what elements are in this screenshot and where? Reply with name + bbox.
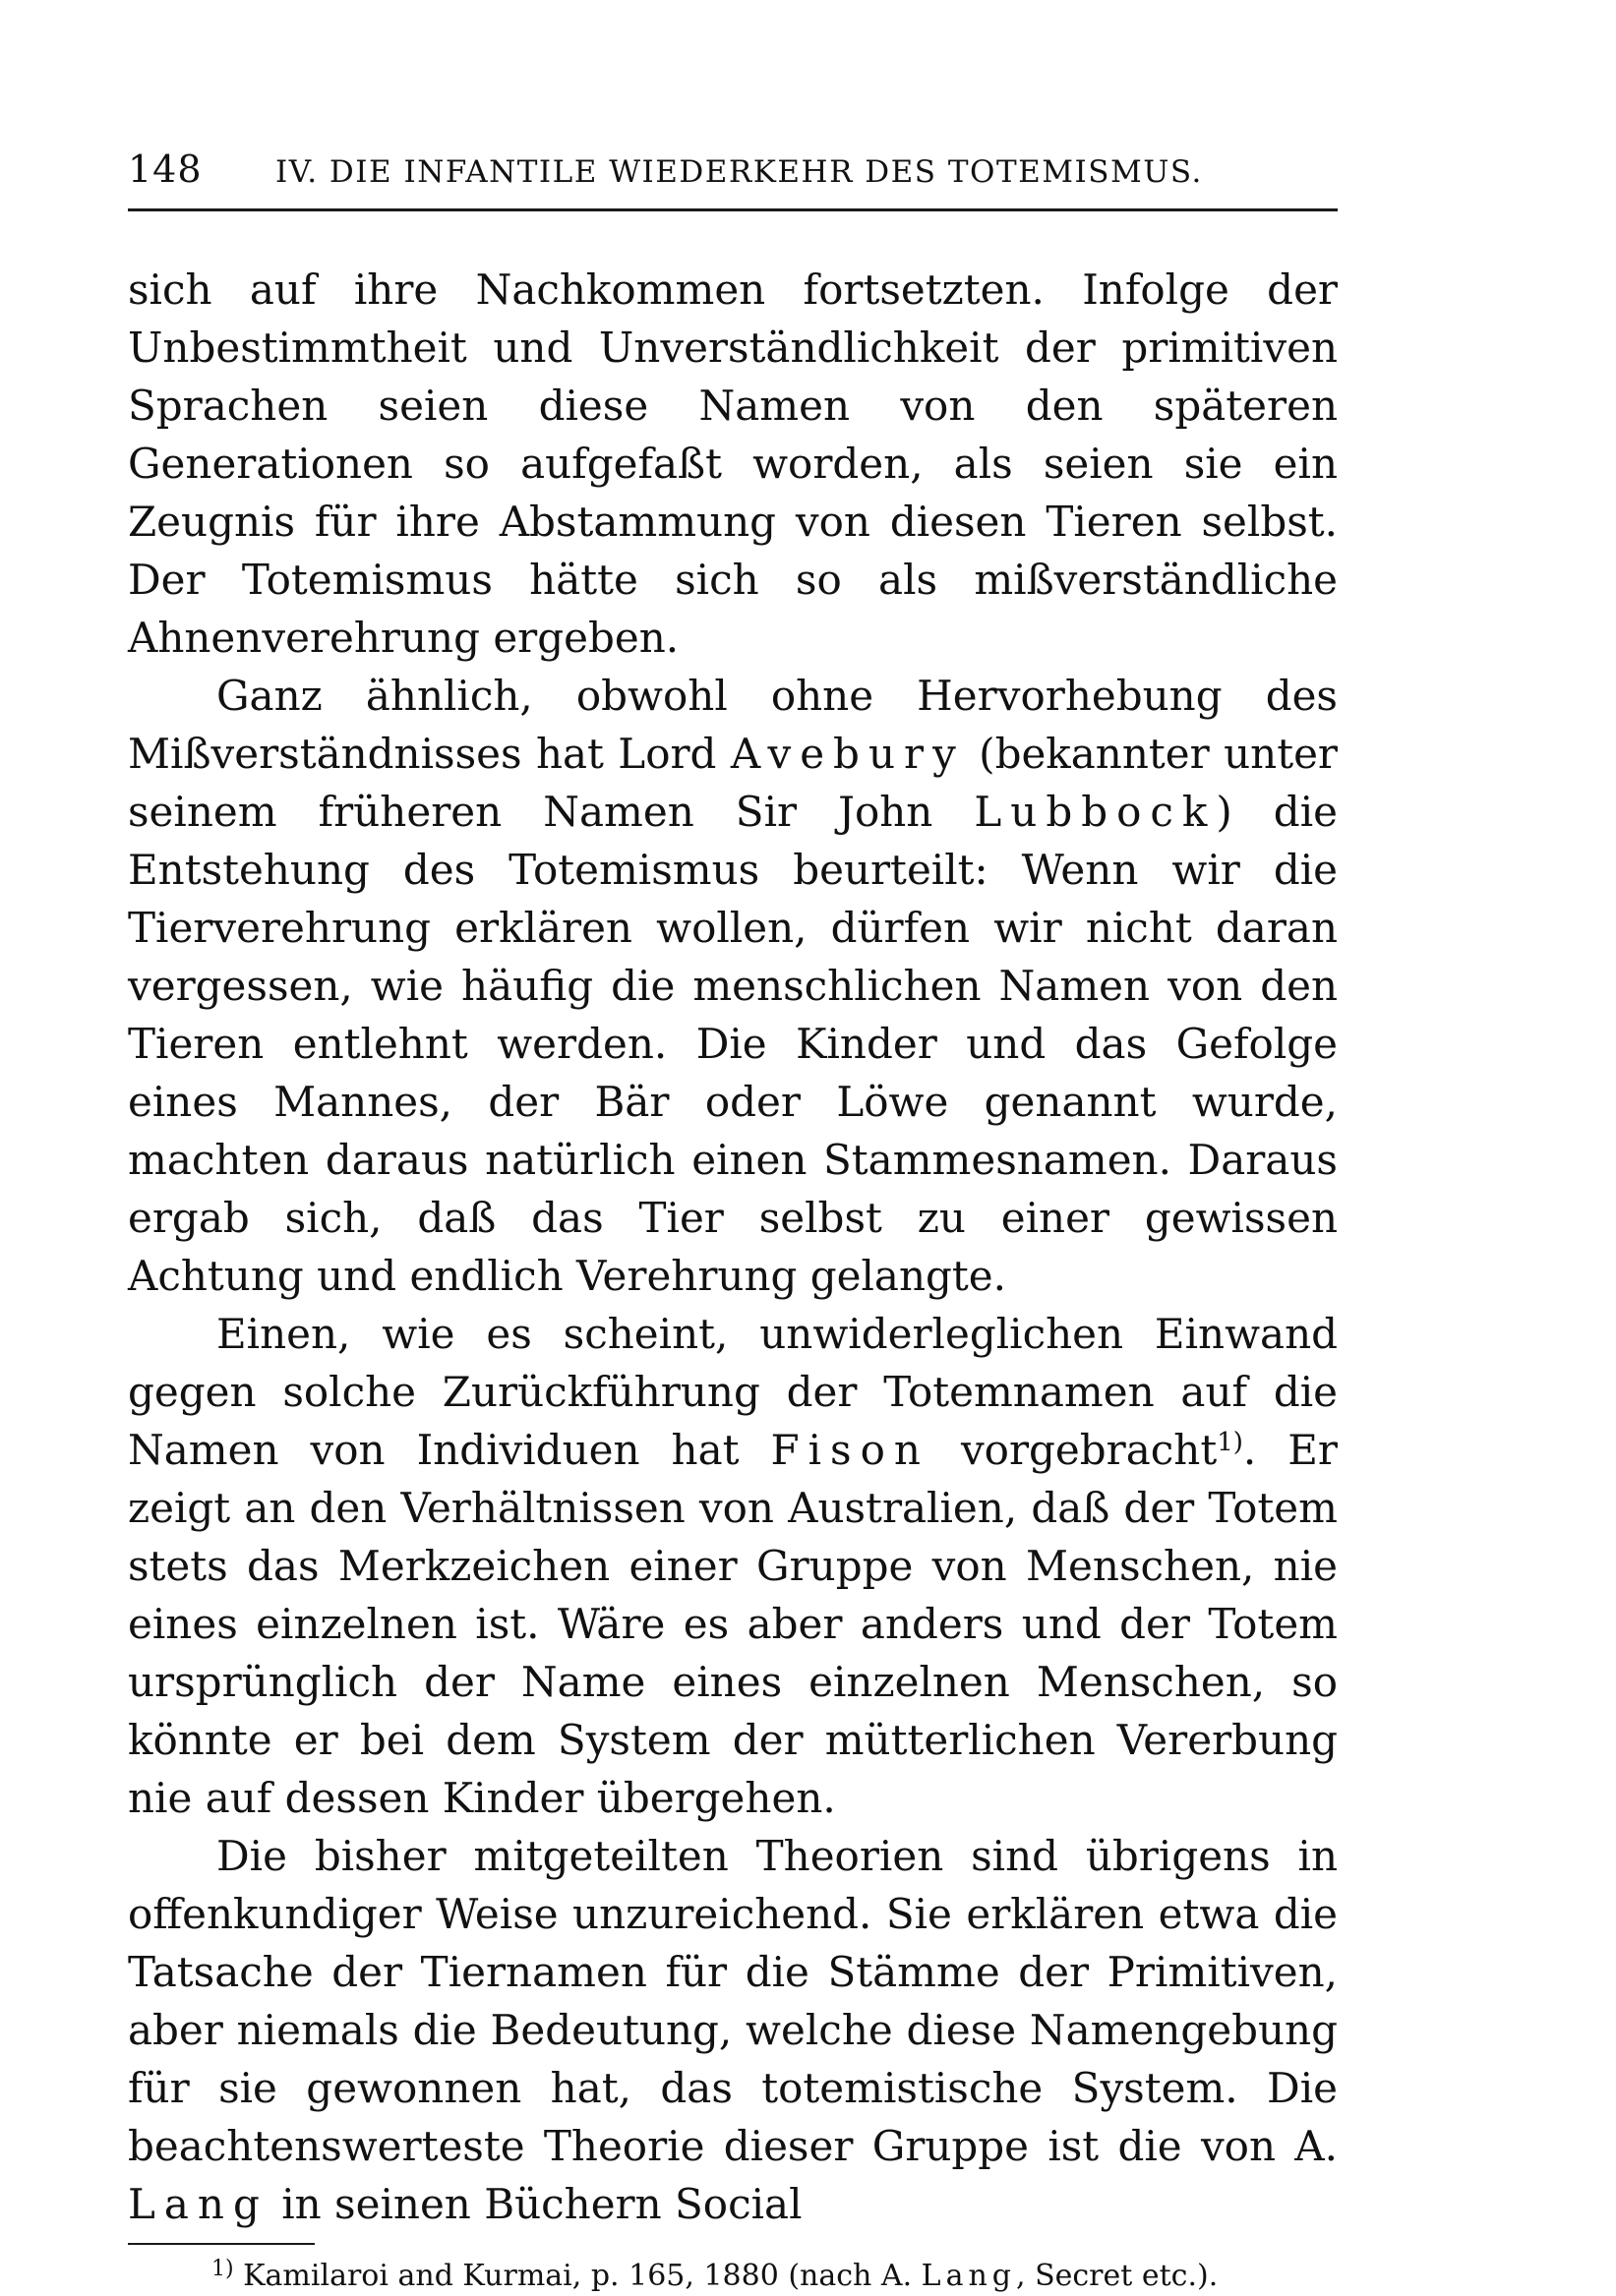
page-header [128,147,1338,211]
page-number: 148 [128,147,203,191]
name-lang: Lang [128,2180,269,2228]
name-avebury: Avebury [730,730,965,778]
footnote-mark: 1) [211,2257,234,2281]
body-text [128,261,1338,2233]
footnote-text-b: , Secret etc.). [1016,2259,1219,2293]
paragraph-3-text-c: . Er zeigt an den Verhältnissen von Australien, daß der Totem stets das Merkzeichen einer Gruppe von Menschen, nie eines einzelnen ist. Wäre es aber anders und der Totem ursprünglich der Name eines einzelnen Menschen, so könnte er bei dem System der mütterlichen Vererbung nie auf dessen Kinder übergehen. [128,1426,1338,1822]
paragraph-3 [128,1305,1338,1827]
paragraph-1-text: sich auf ihre Nachkommen fortsetzten. Infolge der Unbestimmtheit und Unverständlichkeit der primitiven Sprachen seien diese Namen von den späteren Generationen so aufgefaßt worden, als seien sie ein Zeugnis für ihre Abstammung von diesen Tieren selbst. Der Totemismus hätte sich so als mißverständliche Ahnenverehrung ergeben. [128,265,1338,662]
name-lubbock: Lubbock [974,788,1217,836]
paragraph-2-text-c: ) die Entstehung des Totemismus beurteilt: Wenn wir die Tierverehrung erklären wollen, dürfen wir nicht daran vergessen, wie häufig die menschlichen Namen von den Tieren entlehnt werden. Die Kinder und das Gefolge eines Mannes, der Bär oder Löwe genannt wurde, machten daraus natürlich einen Stammesnamen. Daraus ergab sich, daß das Tier selbst zu einer gewissen Achtung und endlich Verehrung gelangte. [128,788,1338,1300]
paragraph-3-text-a: Einen, wie es scheint, unwiderleglichen Einwand gegen solche Zurückführung der Totemnamen auf die Namen von Individuen hat [128,1310,1338,1474]
name-fison: Fison [770,1426,929,1474]
paragraph-2-text-b: (bekannter unter seinem früheren Namen Sir John [128,730,1339,836]
paragraph-4 [128,1827,1338,2233]
paragraph-3-text-b: vorgebracht [928,1426,1218,1474]
paragraph-2 [128,667,1338,1305]
footnote-name-lang: Lang [921,2259,1016,2293]
book-page [128,147,1338,2296]
running-title: IV. DIE INFANTILE WIEDERKEHR DES TOTEMISMUS. [275,154,1203,190]
paragraph-2-text-a: Ganz ähnlich, obwohl ohne Hervorhebung des Mißverständnisses hat Lord [128,672,1338,778]
paragraph-4-text-b: in seinen Büchern Social [268,2180,803,2228]
footnote-reference[interactable]: 1) [1217,1428,1243,1457]
paragraph-1 [128,261,1338,667]
footnote-divider [128,2243,315,2245]
footnote-text-a: Kamilaroi and Kurmai, p. 165, 1880 (nach A. [233,2259,922,2293]
paragraph-4-text-a: Die bisher mitgeteilten Theorien sind übrigens in offenkundiger Weise unzureichend. Sie erklären etwa die Tatsache der Tiernamen für die Stämme der Primitiven, aber niemals die Bedeutung, welche diese Namengebung für sie gewonnen hat, das totemistische System. Die beachtenswerteste Theorie dieser Gruppe ist die von A. [128,1832,1338,2170]
footnote [128,2257,1338,2296]
